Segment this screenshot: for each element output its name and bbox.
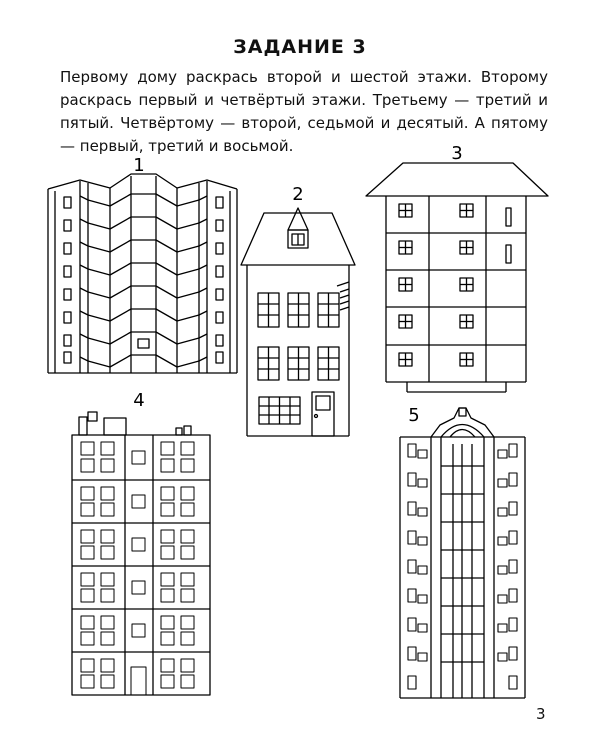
house-5 bbox=[400, 405, 525, 698]
house-2 bbox=[241, 184, 355, 436]
task-instructions: Первому дому раскрась второй и шестой этажи. Второму раскрась первый и четвёртый этажи. Третьему — третий и пятый. Четвёртому — второй, седьмой и десятый. А пятому — первый, третий и восьмой. bbox=[60, 68, 548, 155]
house-1-label: 1 bbox=[133, 155, 145, 176]
task-title: ЗАДАНИЕ 3 bbox=[233, 36, 367, 58]
house-5-drawing bbox=[400, 408, 525, 698]
house-4-label: 4 bbox=[133, 390, 145, 411]
house-2-drawing bbox=[241, 208, 355, 436]
house-3 bbox=[366, 143, 548, 392]
house-3-label: 3 bbox=[451, 143, 463, 164]
page-number: 3 bbox=[536, 705, 546, 723]
house-3-drawing bbox=[366, 163, 548, 392]
house-2-label: 2 bbox=[292, 184, 304, 205]
house-4 bbox=[72, 390, 210, 695]
house-4-drawing bbox=[72, 412, 210, 695]
house-5-label: 5 bbox=[408, 405, 420, 426]
house-1 bbox=[48, 155, 237, 373]
house-1-drawing bbox=[48, 174, 237, 373]
